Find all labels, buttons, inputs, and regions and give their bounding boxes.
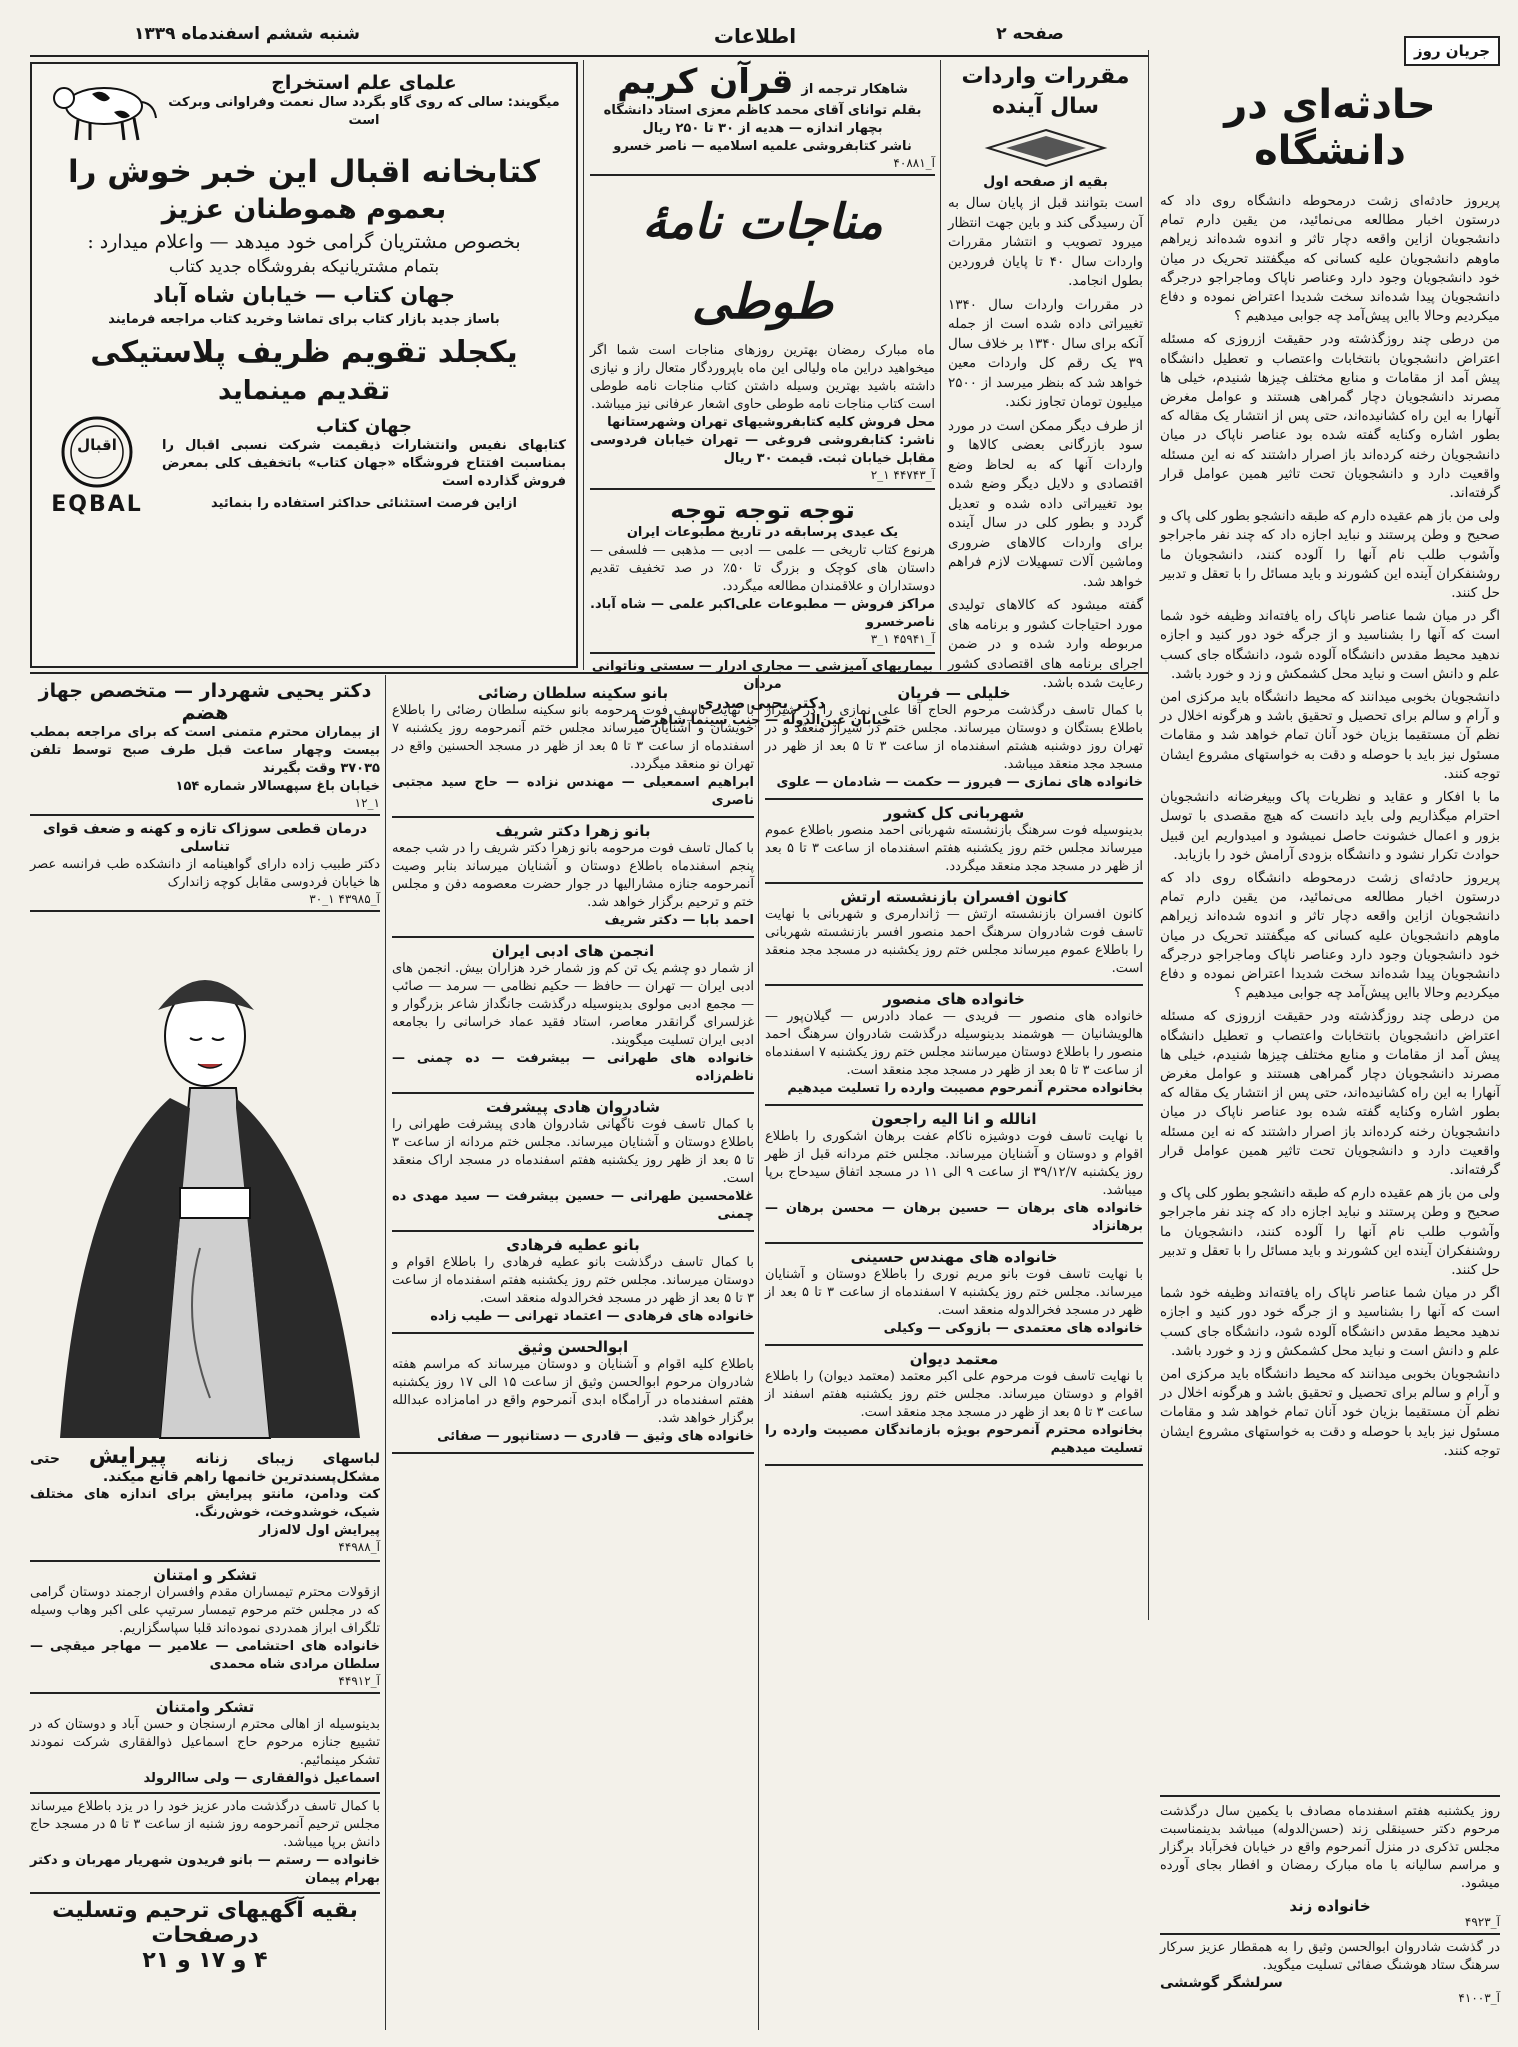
obituary-names: خانواده های فرهادی — اعتماد تهرانی — طیب زاده [430, 1309, 754, 1324]
monajat-ad [590, 176, 935, 490]
daily-body [1160, 192, 1500, 1461]
eqbal-top: علمای علم استخراج [271, 72, 457, 94]
obituary-title: کانون افسران بازنشسته ارتش [840, 888, 1068, 906]
obituary-title: خلیلی — فریان [897, 684, 1011, 702]
footer-line2: ۴ و ۱۷ و ۲۱ [142, 1948, 268, 1973]
vasigh-sender: سرلشگر گوششی [1160, 1975, 1283, 1991]
daily-paragraph: دانشجویان بخوبی میدانند که محیط دانشگاه باید مرکزی امن و آرام و سالم برای تحصیل و تحقیق باشد و هرگونه اخلال در نظم آن مستقیما بزیان خود آنان تمام خواهد شد و مقامات مسئول نیز باید با حوصله و دقت به خواستهای مشروع ایشان توجه کنند. [1160, 1365, 1500, 1459]
fashion-brand: پیرایش [88, 1444, 167, 1469]
paper-name: اطلاعات [713, 24, 797, 48]
monajat-sale: محل فروش کلیه کتابفروشیهای تهران وشهرستانها [607, 415, 935, 430]
obituary-body: با نهایت تاسف فوت مرحوم علی اکبر معتمد (معتمد دیوان) را باطلاع اقوام و دوستان میرساند. مجلس ختم روز یکشنبه هفتم اسفند از ساعت ۳ تا ۵ بعد از ظهر در مسجد مجد منعقد است. [765, 1369, 1143, 1420]
eqbal-gift2: تقدیم مینماید [218, 376, 390, 406]
obituary-list [765, 680, 1143, 1466]
obituary-body: بدینوسیله فوت سرهنگ بازنشسته شهربانی احمد منصور باطلاع عموم میرساند مجلس ختم روز یکشنبه هفتم اسفندماه از ساعت ۳ تا ۵ بعد از ظهر در مسجد مجد منعقد میگردد. [765, 823, 1143, 874]
attention-line3: مراکز فروش — مطبوعات علی‌اکبر علمی — شاه آباد. ناصرخسرو [590, 597, 935, 630]
obituary-body: با کمال تاسف فوت مرحومه بانو زهرا دکتر شریف را در شب جمعه پنجم اسفندماه باطلاع دوستان و آشنایان میرساند بنابر وصیت آنمرحومه جنازه مشارالیها در جوار حضرت معصومه دفن و مجلس ختم و ترحیم برگزار خواهد شد. [392, 841, 754, 910]
fashion-line2: کت ودامن، مانتو پیرایش برای اندازه های مختلف شیک، خوشدوخت، خوش‌رنگ. [30, 1487, 380, 1520]
obituary-notice [392, 1232, 754, 1334]
obituary-body: کانون افسران بازنشسته ارتش — ژاندارمری و شهربانی با نهایت تاسف فوت شادروان سرهنگ احمد منصور افسر بازنشسته شهربانی را باطلاع عموم میرساند مجلس ختم روز یکشنبه در مسجد مجد منعقد است. [765, 907, 1143, 976]
fashion-line1b: حتی مشکل‌پسندترین خانمها راهم قانع میکند. [30, 1451, 380, 1485]
imports-column [948, 62, 1143, 691]
saderi-line1: بیماریهای آمیزشی — مجاری ادرار — سستی وناتوانی مردان [591, 659, 934, 692]
obituary-notice [765, 884, 1143, 986]
daily-column [1160, 36, 1500, 2026]
daily-paragraph: ولی من باز هم عقیده دارم که طبقه دانشجو بطور کلی پاک و صحیح و وطن پرستند و نباید اجازه داد که چند نفر ماجراجو وآشوب طلب نام آنها را آلوده کنند، دانشجویان ما روشنفکران آینده این کشورند و باید مسائل را با تعقل و تدبیر حل کنند. [1160, 508, 1500, 602]
attention-title: توجه توجه توجه [670, 496, 855, 524]
eqbal-headline: کتابخانه اقبال این خبر خوش را [68, 154, 540, 190]
obituary-notice [392, 1094, 754, 1232]
eqbal-headline2: بعموم هموطنان عزیز [161, 194, 447, 225]
thanks1-title: تشکر و امتنان [153, 1566, 257, 1584]
left-lower-column [30, 680, 380, 2025]
thanks1-names: خانواده های احتشامی — علامیر — مهاجر میقچی — سلطان مرادی شاه محمدی [30, 1639, 380, 1672]
thanks2-names: اسماعیل ذوالفقاری — ولی ساالرولد [143, 1771, 380, 1786]
obituary-notice [765, 800, 1143, 884]
daily-headline: حادثه‌ای در دانشگاه [1224, 82, 1436, 174]
obituary-names: بخانواده محترم آنمرحوم بویژه بازماندگان مصیبت وارده را تسلیت میدهیم [765, 1423, 1143, 1456]
obituary-title: خانواده های مهندس حسینی [850, 1248, 1058, 1266]
quran-line1: بقلم توانای آقای محمد کاظم معزی استاد دانشگاه [603, 103, 922, 118]
obituary-notice [392, 680, 754, 818]
obituary-names: بخانواده محترم آنمرحوم مصیبت وارده را تسلیت میدهیم [787, 1081, 1143, 1096]
shahrdar-title: دکتر یحیی شهردار — متخصص جهاز هضم [38, 680, 372, 724]
obituary-body: باطلاع کلیه اقوام و آشنایان و دوستان میرساند که مراسم هفته شادروان مرحوم ابوالحسن وثیق از ساعت ۱۵ الی ۱۷ روز یکشنبه هفتم اسفندماه در آرامگاه ابدی آنمرحوم واقع در امامزاده عبدالله برگزار خواهد شد. [392, 1357, 754, 1426]
eqbal-line5: ازاین فرصت استثنائی حداکثر استفاده را بنمائید [211, 496, 517, 511]
eqbal-quote: میگویند: سالی که روی گاو بگردد سال نعمت وفراوانی وبرکت است [168, 95, 560, 128]
obituary-names: ابراهیم اسمعیلی — مهندس نزاده — حاج سید مجتبی ناصری [392, 775, 754, 808]
obituary-notice [765, 986, 1143, 1106]
obituary-notice [765, 1106, 1143, 1244]
obituary-title: انالله و انا الیه راجعون [871, 1110, 1037, 1128]
thanks2-title: تشکر وامتنان [155, 1698, 255, 1716]
obituary-body: خانواده های منصور — فریدی — عماد دادرس — گیلان‌پور — هالویشانیان — هوشمند بدینوسیله درگذشت شادروان سرهنگ احمد منصور را باطلاع دوستان میرسانند مجلس ختم روز یکشنبه ۷ اسفندماه از ساعت ۳ تا ۵ بعد از ظهر در مسجد مجد منعقد است. [765, 1009, 1143, 1078]
quran-code: آ_۴۰۸۸۱ [893, 156, 935, 170]
eqbal-line1: بخصوص مشتریان گرامی خود میدهد — واعلام میدارد : [87, 231, 521, 253]
daily-paragraph: پریروز حادثه‌ای زشت درمحوطه دانشگاه روی داد که درستون اخبار مطالعه می‌نمائید، من یقین دارم تمام دانشجویان ازاین واقعه دچار تاثر و اندوه شده‌اند زیراهم ماوهم دانشجویان علیه کسانی که میگفتند تحریک در میان خود دانشجویان وجود دارد وعناصر ناپاک وماجراجو درجرگه دانشجویان پیدا شده‌اند سخت شدیدا اعتراض نموده و دفاع میکردیم وحالا باایں پیش‌آمد چه جوابی میدهیم ؟ [1160, 869, 1500, 1002]
obituary-body: با کمال تاسف درگذشت بانو عطیه فرهادی را باطلاع اقوام و دوستان میرساند. مجلس ختم روز یکشنبه هفتم اسفندماه از ساعت ۳ تا ۵ بعد از ظهر در مسجد فخرالدوله منعقد است. [392, 1255, 754, 1306]
eqbal-gift: یکجلد تقویم ظریف پلاستیکی [90, 335, 518, 370]
shahrdar-code: ۱_۱۲ [354, 796, 380, 810]
thanks1-code: آ_۴۴۹۱۲ [338, 1674, 380, 1688]
obituary-notice [765, 680, 1143, 800]
daily-paragraph: ولی من باز هم عقیده دارم که طبقه دانشجو بطور کلی پاک و صحیح و وطن پرستند و نباید اجازه داد که چند نفر ماجراجو وآشوب طلب نام آنها را آلوده کنند، دانشجویان ما روشنفکران آینده این کشورند و باید مسائل را با تعقل و تدبیر حل کنند. [1160, 1185, 1500, 1278]
footer-line1: بقیه آگهیهای ترحیم وتسلیت درصفحات [52, 1898, 358, 1948]
obituary-body: با نهایت تاسف فوت مرحومه بانو سکینه سلطان رضائی را باطلاع خویشان و آشنایان میرساند مجلس ختم آنمرحومه روز یکشنبه ۷ اسفندماه از ساعت ۳ تا ۵ بعد از ظهر در مسجد الحسنین واقع در تهران نو منعقد میگردد. [392, 703, 754, 772]
vasigh-body: در گذشت شادروان ابوالحسن وثیق را به همقطار عزیز سرکار سرهنگ ستاد هوشنگ صفائی تسلیت میگوید. [1160, 1940, 1500, 1973]
footer-note [30, 1894, 380, 1977]
monajat-publisher: ناشر: کتابفروشی فروغی — تهران خیابان فردوسی مقابل خیابان ثبت. قیمت ۳۰ ریال [590, 433, 935, 466]
imports-headline: مقررات واردات سال آینده [961, 64, 1130, 119]
attention-line2: هرنوع کتاب تاریخی — علمی — ادبی — مذهبی — فلسفی — داستان های کوچک و بزرگ تا ۵۰٪ در صد تخفیف تقدیم دوستداران و علاقمندان مطالعه میگردد. [590, 543, 935, 594]
obituary-body: از شمار دو چشم یک تن کم وز شمار خرد هزاران بیش. انجمن های ادبی ایران — تهران — حافظ — حکیم نظامی — سرمد — صائب — مجمع ادبی مولوی بدینوسیله درگذشت جانگداز شاعر بزرگوار و غزلسرای گرانقدر معاصر، استاد فقید عماد خراسانی را بجامعه ادبی ایران تسلیت میگویند. [392, 961, 754, 1048]
obituary-notice [765, 1346, 1143, 1466]
vasigh-code: آ_۴۱۰۰۳ [1458, 1991, 1500, 2005]
obituary-title: بانو زهرا دکتر شریف [495, 822, 651, 840]
zand-family: خانواده زند [1289, 1897, 1371, 1915]
obituary-title: بانو عطیه فرهادی [506, 1236, 640, 1254]
eqbal-line3: باساز جدید بازار کتاب برای تماشا وخرید کتاب مراجعه فرمایند [108, 312, 500, 327]
daily-badge: جریان روز [1404, 36, 1500, 66]
treatment-title: درمان قطعی سوزاک تازه و کهنه و ضعف قوای تناسلی [42, 821, 368, 855]
obituary-list [392, 680, 754, 1454]
daily-paragraph: پریروز حادثه‌ای زشت درمحوطه دانشگاه روی داد که درستون اخبار مطالعه می‌نمائید، من یقین دارم تمام دانشجویان ازاین واقعه دچار تاثر و اندوه شده‌اند زیراهم ماوهم دانشجویان علیه کسانی که میگفتند تحریک در میان خود دانشجویان وجود دارد وعناصر ناپاک وماجراجو درجرگه دانشجویان پیدا شده‌اند سخت شدیدا اعتراض نموده و دفاع میکردیم وحالا باایں پیش‌آمد چه جوابی میدهیم ؟ [1160, 193, 1500, 325]
quran-line2: بچهار اندازه — هدیه از ۳۰ تا ۲۵۰ ریال [642, 121, 883, 136]
obituary-names: احمد بابا — دکتر شریف [604, 913, 754, 928]
fashion-line1: لباسهای زیبای زنانه [195, 1451, 380, 1467]
obituary-title: شادروان هادی پیشرفت [486, 1098, 660, 1116]
thanks1 [30, 1562, 380, 1694]
obituary-title: شهربانی کل کشور [883, 804, 1025, 822]
thanks2-body: بدینوسیله از اهالی محترم ارسنجان و حسن آباد و دوستان که در تشییع جنازه مرحوم حاج اسماعیل ذوالفقاری شرکت نمودند تشکر مینمائیم. [30, 1717, 380, 1768]
column-divider [583, 60, 584, 670]
zand-notice [1160, 1795, 1500, 2025]
eqbal-ad [30, 62, 578, 668]
daily-paragraph: من درطی چند روزگذشته ودر حقیقت ازروزی که مسئله اعتراض دانشجویان بانتخابات واعتصاب و تعطیل دانشگاه پیش آمد از مقامات و منابع مختلف چیزها شنیدم، خیلی ها مصرند دانشجویان دچار گمراهی هستند و عوامل مغرض آنهارا به این راه کشانیده‌اند، حتی پس از انتشار یک مقاله که بطور اشاره وکنایه گفته شده بود عناصر ناپاک در میان دانشجویان رخنه کرده‌اند باز اصرار داشتند که نه این مسئله واقعیت دارد و دانشجویان تحت تاثیر همین عوامل قرار گرفته‌اند. [1160, 1008, 1500, 1178]
attention-code: آ_۴۵۹۴۱ ۱_۳ [870, 632, 935, 646]
eqbal-line2: بتمام مشتریانیکه بفروشگاه جدید کتاب [168, 257, 440, 277]
obituary-title: خانواده های منصور [883, 990, 1025, 1008]
monajat-code: آ_۴۴۷۴۳ ۱_۲ [870, 468, 935, 482]
obituary-names: خانواده های معتمدی — بازوکی — وکیلی [883, 1321, 1143, 1336]
issue-date: شنبه ششم اسفندماه ۱۳۳۹ [133, 24, 360, 44]
daily-paragraph: اگر در میان شما عناصر ناپاک راه یافته‌اند وظیفه خود شما است که آنها را بشناسید و از جرگه خود دور کنید و اجازه ندهید محیط مقدس دانشگاه آلوده شود، دانشگاه جای کسب علم و دانش است و نباید محل کشمکش و زد و خورد باشد. [1160, 1285, 1500, 1359]
obituary-notice [392, 818, 754, 938]
diamond-pattern-icon [986, 128, 1106, 168]
daily-paragraph: من درطی چند روزگذشته ودر حقیقت ازروزی که مسئله اعتراض دانشجویان بانتخابات واعتصاب و تعطیل دانشگاه پیش آمد از مقامات و منابع مختلف چیزها شنیدم، خیلی ها مصرند دانشجویان دچار گمراهی هستند و عوامل مغرض آنهارا به این راه کشانیده‌اند، حتی پس از انتشار یک مقاله که بطور اشاره وکنایه گفته شده بود عناصر ناپاک در میان دانشجویان رخنه کرده‌اند باز اصرار داشتند که نه این مسئله واقعیت دارد و دانشجویان تحت تاثیر همین عوامل قرار گرفته‌اند. [1160, 331, 1500, 502]
obituary-title: انجمن های ادبی ایران [491, 942, 655, 960]
saderi-address: خیابان عین‌الدوله — جنب سینما شاهرضا [633, 713, 892, 728]
fashion-code: آ_۴۴۹۸۸ [338, 1540, 380, 1554]
treatment-code: آ_۴۳۹۸۵ ۱_۳۰ [309, 892, 380, 906]
imports-paragraph: از طرف دیگر ممکن است در مورد سود بازرگانی بعضی کالاها و واردات آنها که به لحاظ وضع اقتصادی و دلایل دیگر وضع شده بود تغییراتی داده شده و تعدیل گردد و بطور کلی در سال آینده برای واردات کالاهای ضروری وماشین آلات تسهیلات لازم فراهم خواهد شد. [948, 417, 1143, 590]
shahrdar-line1: از بیماران محترم متمنی است که برای مراجعه بمطب بیست وچهار ساعت قبل طرف صبح توسط تلفن ۳۷۰۳۵ وقت بگیرند [30, 725, 380, 776]
page-number: صفحه ۲ [996, 24, 1064, 44]
obituary-body: با نهایت تاسف فوت بانو مریم نوری را باطلاع دوستان و آشنایان میرساند. مجلس ختم روز یکشنبه ۷ اسفندماه از ساعت ۳ تا ۵ بعد از ظهر در مسجد فخرالدوله منعقد است. [765, 1267, 1143, 1318]
eqbal-line4: کتابهای نفیس وانتشارات ذیقیمت شرکت نسبی اقبال را بمناسبت افتتاح فروشگاه «جهان کتاب» باتخفیف کلی بمعرض فروش گذارده است [162, 438, 566, 489]
imports-paragraph: در مقررات واردات سال ۱۳۴۰ تغییراتی داده شده است از جمله آنکه برای سال ۱۳۴۰ بر خلاف سال ۳۹ یک رقم کل واردات معین خواهد شد که بنظر میرسد از ۲۵۰۰ میلیون تومان تجاوز نکند. [948, 296, 1143, 410]
obituary-body: با کمال تاسف فوت ناگهانی شادروان هادی پیشرفت طهرانی را باطلاع دوستان و آشنایان میرساند. مجلس ختم مردانه از ساعت ۳ تا ۵ بعد از ظهر روز یکشنبه هفتم اسفندماه در مسجد اراک منعقد است. [392, 1117, 754, 1186]
treatment-ad [30, 816, 380, 912]
obituary-notice [765, 1244, 1143, 1346]
eqbal-store: جهان کتاب — خیابان شاه آباد [152, 283, 456, 307]
eqbal-logo [42, 412, 152, 517]
obituary-body: با کمال تاسف درگذشت مرحوم الحاج آقا علی نمازی را در شیراز باطلاع بستگان و دوستان میرساند. مجلس ختم در شیراز منعقد و در تهران روز دوشنبه هشتم اسفندماه از ساعت ۳ تا ۵ بعد از ظهر در مسجد مجد منعقد میباشد. [765, 703, 1143, 772]
rostam-body: با کمال تاسف درگذشت مادر عزیز خود را در یزد باطلاع میرساند مجلس ترحیم آنمرحومه روز شنبه از ساعت ۳ تا ۵ در مسجد حاج دانش برپا میباشد. [30, 1799, 380, 1850]
zand-code: آ_۴۹۲۳ [1464, 1915, 1500, 1929]
rostam-notice [30, 1794, 380, 1894]
monajat-body: ماه مبارک رمضان بهترین روزهای مناجات است شما اگر میخواهید دراین ماه ولیالی این ماه باپروردگار متعال راز و نیازی داشته باشید بهترین وسیله داشتن کتاب مناجات نامه طوطی است کتاب مناجات نامه طوطی حاوی اشعار عرفانی نیز میباشد. [590, 343, 935, 412]
quran-line3: ناشر کتابفروشی علمیه اسلامیه — ناصر خسرو [613, 139, 912, 154]
fashion-address: پیرایش اول لاله‌زار [259, 1523, 380, 1538]
imports-continued: بقیه از صفحه اول [983, 174, 1108, 190]
obituary-names: خانواده های نمازی — فیروز — حکمت — شادمان — علوی [776, 775, 1143, 790]
column-divider [940, 60, 941, 670]
quran-ad [590, 62, 935, 176]
attention-line1: یک عیدی پرسابقه در تاریخ مطبوعات ایران [626, 525, 899, 540]
shahrdar-ad [30, 680, 380, 816]
thanks2 [30, 1694, 380, 1794]
eqbal-logo-fa: اقبال [77, 436, 117, 454]
monajat-title: مناجات نامهٔ طوطی [642, 194, 883, 330]
middle-ads-column [590, 62, 935, 728]
obituaries-col1 [765, 680, 1143, 2025]
obituary-title: ابوالحسن وثیق [517, 1338, 629, 1356]
quran-prefix: شاهکار ترجمه از [801, 82, 908, 97]
obituary-names: خانواده های طهرانی — بیشرفت — ده چمنی — ناظم‌زاده [392, 1051, 754, 1084]
thanks1-body: ازقولات محترم تیمساران مقدم وافسران ارجمند دوستان گرامی که در مجلس ختم مرحوم تیمسار سرتیپ علی اکبر وهاب وسیله تلگراف ابراز همدردی نموده‌اند قلبا سپاسگزاریم. [30, 1585, 380, 1636]
column-divider [385, 675, 386, 2030]
obituary-body: با نهایت تاسف فوت دوشیزه ناکام عفت برهان اشکوری را باطلاع اقوام و دوستان و آشنایان میرساند. مجلس ختم مردانه قبل از ظهر روز یکشنبه ۳۹/۱۲/۷ از ساعت ۹ الی ۱۱ در مسجد اتفاق سیدحاج برپا میباشد. [765, 1129, 1143, 1198]
imports-paragraph: است بتوانند قبل از پایان سال به آن رسیدگی کند و باین جهت انتظار میرود تصویب و انتشار مقررات واردات سال ۴۰ تا پایان فروردین بطول انجامد. [948, 195, 1143, 289]
obituaries-col2 [392, 680, 754, 2025]
daily-paragraph: اگر در میان شما عناصر ناپاک راه یافته‌اند وظیفه خود شما است که آنها را بشناسید و از جرگه خود دور کنید و اجازه ندهید محیط مقدس دانشگاه آلوده شود، دانشگاه جای کسب علم و دانش است و نباید محل کشمکش و زد و خورد باشد. [1160, 608, 1500, 682]
saderi-name: دکتر یحیی صدری [699, 694, 826, 712]
shahrdar-line2: خیابان باغ سپهسالار شماره ۱۵۴ [175, 779, 380, 794]
treatment-line1: دکتر طبیب زاده دارای گواهینامه از دانشکده طب فرانسه عصر ها خیابان فردوسی مقابل کوچه زاندارک [30, 857, 380, 890]
zand-body: روز یکشنبه هفتم اسفندماه مصادف با یکمین سال درگذشت مرحوم دکتر حسینقلی زند (حسن‌الدوله) میباشد بدینمناسبت مجلس تذکری در منزل آنمرحوم واقع در خیابان فخرآباد برگزار و مراسم سالیانه با ماه مبارک رمضان و افطار بجای آورده میشود. [1160, 1804, 1500, 1891]
fashion-ad [30, 912, 380, 1562]
imports-body [948, 194, 1143, 694]
obituary-names: غلامحسین طهرانی — حسین بیشرفت — سید مهدی ده چمنی [392, 1189, 754, 1222]
woman-fashion-illustration [40, 918, 380, 1448]
eqbal-logo-en: EQBAL [51, 492, 143, 517]
obituary-names: خانواده های برهان — حسین برهان — محسن برهان — برهانزاد [765, 1201, 1143, 1234]
daily-paragraph: دانشجویان بخوبی میدانند که محیط دانشگاه باید مرکزی امن و آرام و سالم برای تحصیل و تحقیق باشد و هرگونه اخلال در نظم آن مستقیما بزیان خود آنان تمام خواهد شد و مقامات مسئول نیز باید با حوصله و دقت به خواستهای مشروع ایشان توجه کنند. [1160, 689, 1500, 782]
attention-ad [590, 490, 935, 654]
obituary-notice [392, 1334, 754, 1454]
cow-icon [42, 72, 162, 144]
obituary-title: معتمد دیوان [909, 1350, 999, 1368]
eqbal-store2: جهان کتاب [316, 416, 412, 437]
masthead-rule [30, 55, 1148, 57]
column-divider [1148, 50, 1149, 1620]
quran-title: قرآن کریم [617, 62, 794, 102]
obituary-title: بانو سکینه سلطان رضائی [477, 684, 669, 702]
daily-paragraph: ما با افکار و عقاید و نظریات پاک وبیغرضانه دانشجویان احترام میگذاریم ولی باید دانست که هیچ مقصدی با توسل بزور و اعمال خشونت حاصل نمیشود و امیدواریم این قبیل حوادث تکرار نشود و دانشگاه بزودی آرامش خود را بازیابد. [1160, 789, 1500, 863]
column-divider [758, 675, 759, 2030]
rostam-names: خانواده — رستم — بانو فریدون شهریار مهربان و دکتر بهرام پیمان [30, 1853, 380, 1886]
imports-paragraph: گفته میشود که کالاهای تولیدی مورد احتیاجات کشور و برنامه های مربوطه وارد شده و در ضمن اجرای برنامه های اقتصادی کشور رعایت شده باشد. [948, 597, 1143, 691]
obituary-names: خانواده های وثیق — قادری — دستانپور — صفائی [437, 1429, 754, 1444]
obituary-notice [392, 938, 754, 1094]
